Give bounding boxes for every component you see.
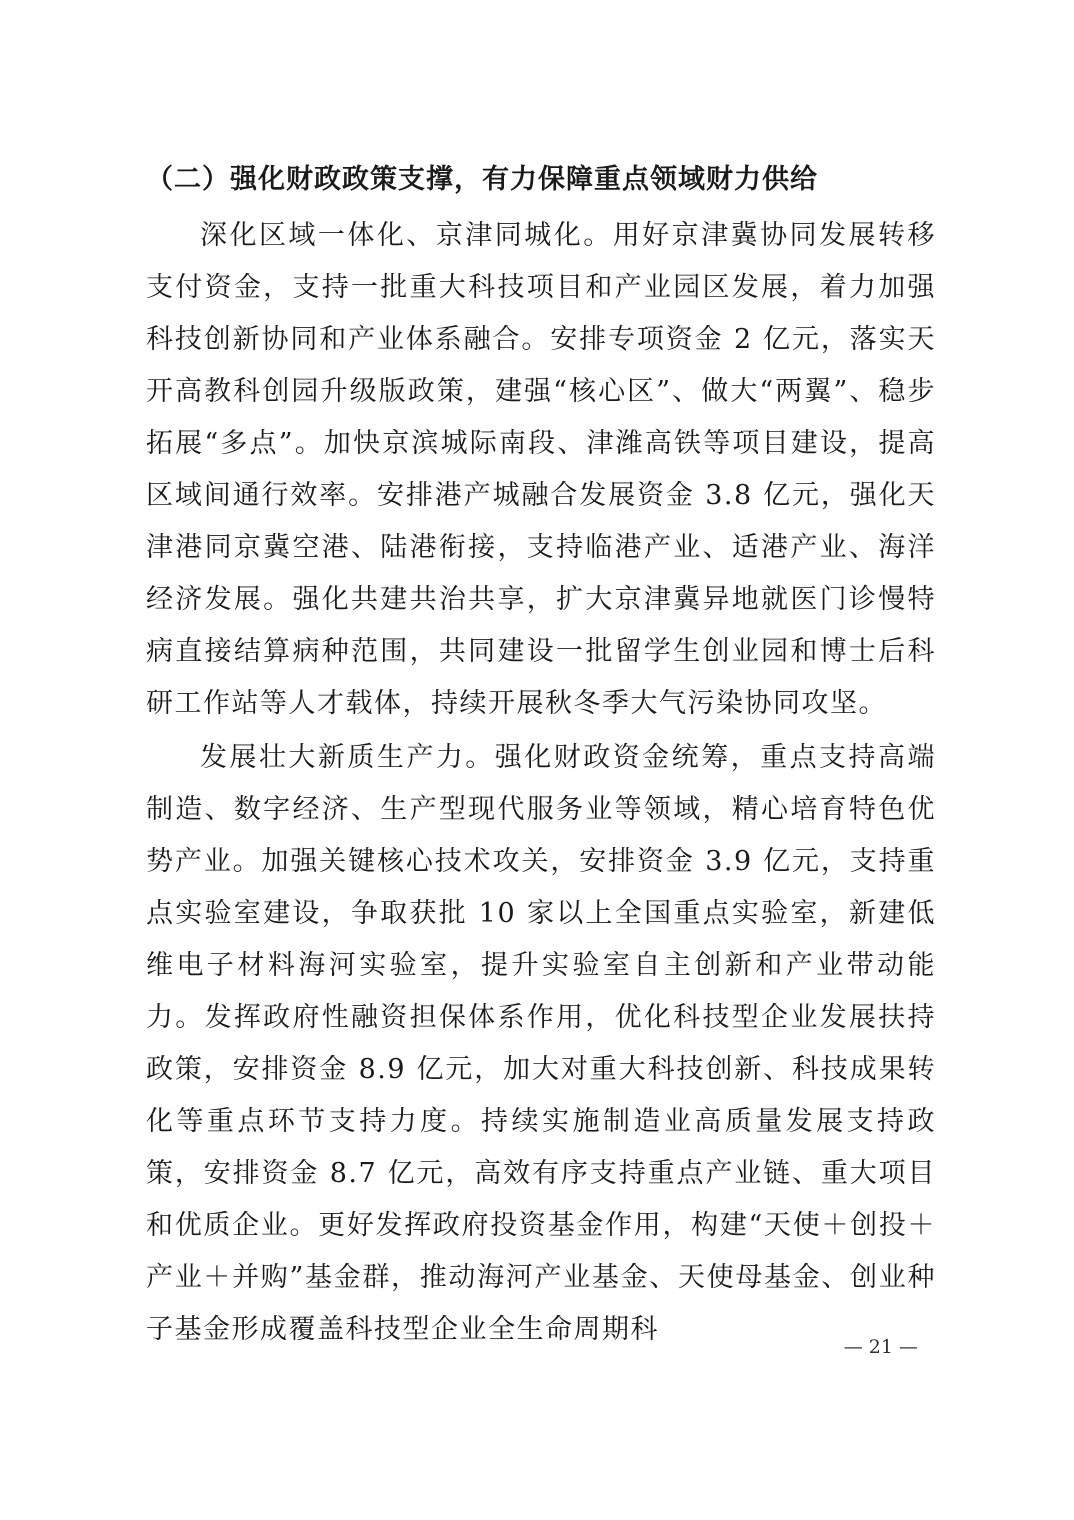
body-paragraph-regional-integration: 深化区域一体化、京津同城化。用好京津冀协同发展转移支付资金，支持一批重大科技项目和产业园区发展，着力加强科技创新协同和产业体系融合。安排专项资金 2 亿元，落实天开高教科创园升级版政策，建强“核心区”、做大“两翼”、稳步拓展“多点”。加快京滨城际南段、津潍高铁等项目建设，提高区域间通行效率。安排港产城融合发展资金 3.8 亿元，强化天津港同京冀空港、陆港衔接，支持临港产业、适港产业、海洋经济发展。强化共建共治共享，扩大京津冀异地就医门诊慢特病直接结算病种范围，共同建设一批留学生创业园和博士后科研工作站等人才载体，持续开展秋冬季大气污染协同攻坚。 <box>146 220 936 719</box>
section-heading: （二）强化财政政策支撑，有力保障重点领域财力供给 <box>146 164 818 195</box>
page-number: — 21 — <box>843 1336 918 1358</box>
body-paragraph-new-productivity: 发展壮大新质生产力。强化财政资金统筹，重点支持高端制造、数字经济、生产型现代服务业等领域，精心培育特色优势产业。加强关键核心技术攻关，安排资金 3.9 亿元，支持重点实验室建设，争取获批 10 家以上全国重点实验室，新建低维电子材料海河实验室，提升实验室自主创新和产业带动能力。发挥政府性融资担保体系作用，优化科技型企业发展扶持政策，安排资金 8.9 亿元，加大对重大科技创新、科技成果转化等重点环节支持力度。持续实施制造业高质量发展支持政策，安排资金 8.7 亿元，高效有序支持重点产业链、重大项目和优质企业。更好发挥政府投资基金作用，构建“天使＋创投＋产业＋并购”基金群，推动海河产业基金、天使母基金、创业种子基金形成覆盖科技型企业全生命周期科 <box>146 742 936 1345</box>
